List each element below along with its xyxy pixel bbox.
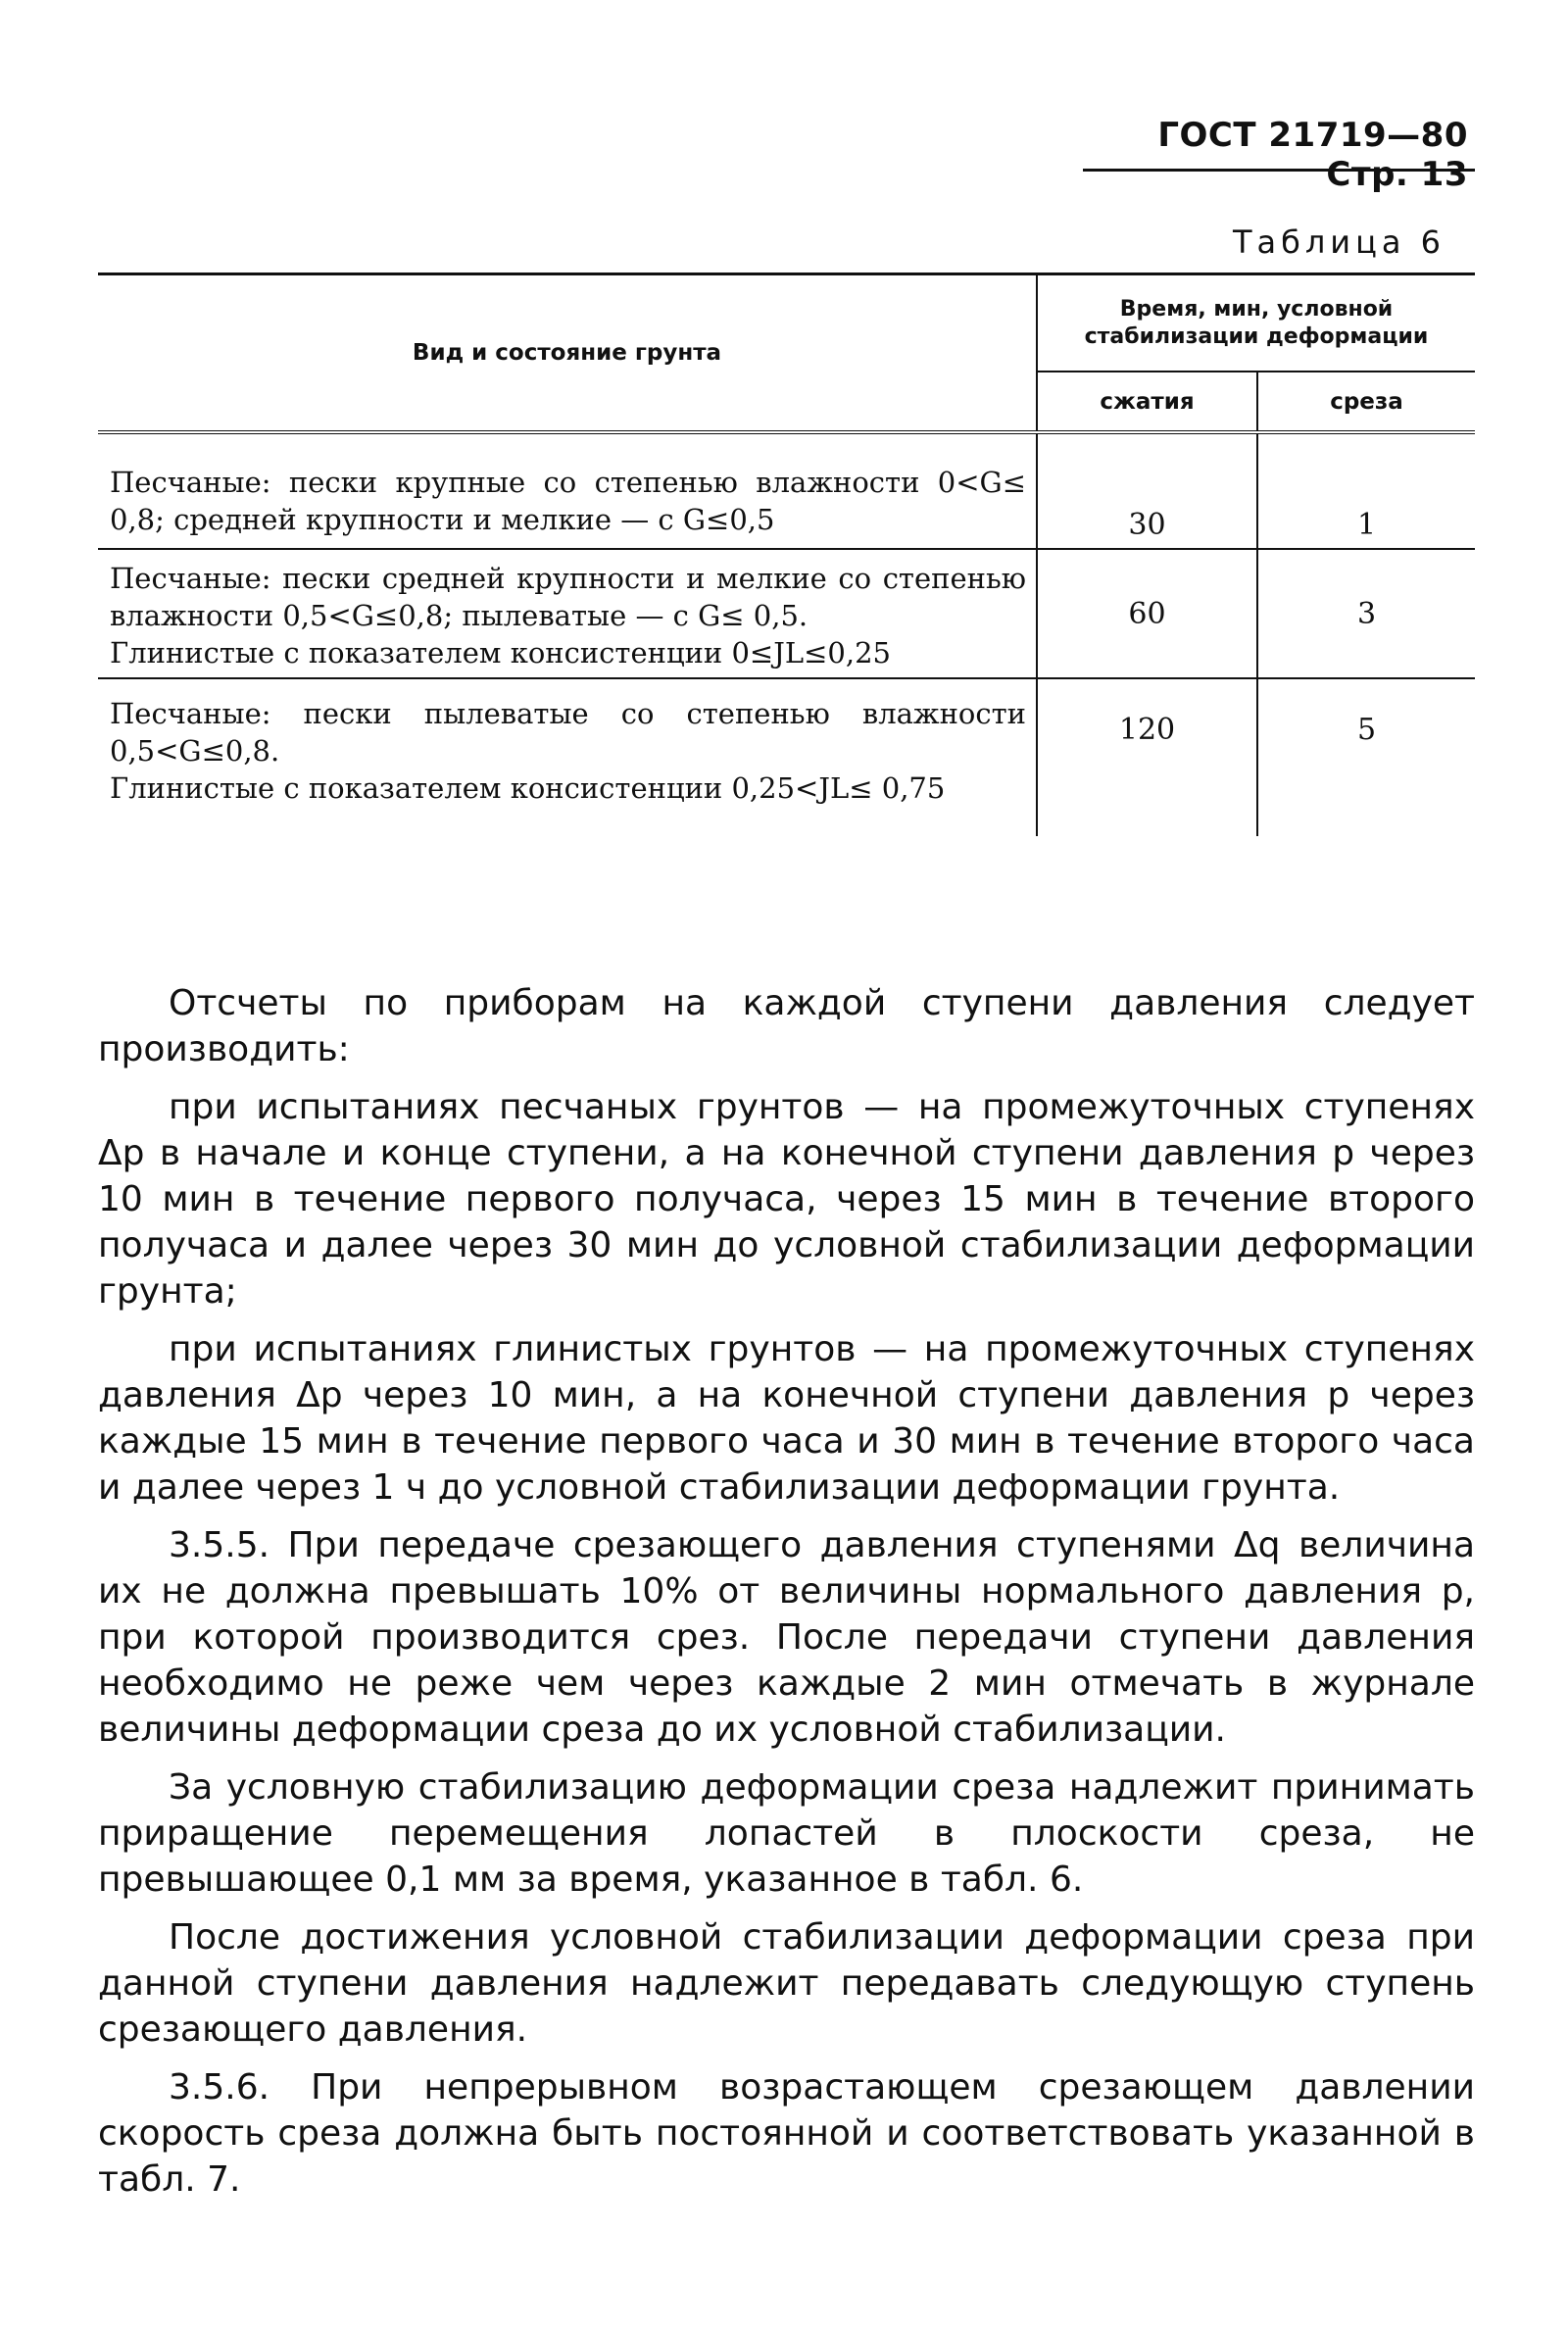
soil-stabilization-table [98, 273, 1475, 836]
table-row [98, 678, 1475, 836]
paragraph: Отсчеты по приборам на каждой ступени давления следует производить: [98, 983, 1475, 1069]
soil-description [98, 549, 1037, 678]
table-caption: Таблица 6 [1232, 223, 1446, 261]
paragraph: 3.5.6. При непрерывном возрастающем срезающем давлении скорость среза должна быть постоянной и соответствовать указанной в табл. 7. [98, 2067, 1475, 2200]
column-header-shear: среза [1257, 372, 1475, 432]
compression-value: 30 [1037, 432, 1257, 549]
shear-value: 5 [1257, 678, 1475, 836]
soil-description [98, 432, 1037, 549]
paragraph: За условную стабилизацию деформации среза надлежит принимать приращение перемещения лопастей в плоскости среза, не превышающее 0,1 мм за время, указанное в табл. 6. [98, 1767, 1475, 1900]
soil-text: Песчаные: пески крупные со степенью влажности 0<G≤ 0,8; средней крупности и мелкие — с G≤0,5 [110, 466, 1026, 536]
shear-value: 3 [1257, 549, 1475, 678]
soil-text: Глинистые с показателем консистенции 0≤JL≤0,25 [110, 636, 891, 670]
soil-text: Песчаные: пески средней крупности и мелкие со степенью влажности 0,5<G≤0,8; пылеватые — с G≤ 0,5. [110, 562, 1026, 632]
soil-text: Глинистые с показателем консистенции 0,25<JL≤ 0,75 [110, 771, 946, 805]
column-header-soil: Вид и состояние грунта [98, 274, 1037, 433]
header-divider [1083, 169, 1475, 172]
compression-value: 120 [1037, 678, 1257, 836]
paragraph: при испытаниях песчаных грунтов — на промежуточных ступенях Δp в начале и конце ступени, а на конечной ступени давления p через 10 мин в течение первого получаса, через 15 мин в течение второго получаса и далее через 30 мин до условной стабилизации деформации грунта; [98, 1087, 1475, 1312]
column-header-time: Время, мин, условной стабилизации деформации [1037, 274, 1475, 372]
soil-description [98, 678, 1037, 836]
table-row [98, 549, 1475, 678]
shear-value: 1 [1257, 432, 1475, 549]
paragraph: 3.5.5. При передаче срезающего давления ступенями Δq величина их не должна превышать 10% от величины нормального давления p, при которой производится срез. После передачи ступени давления необходимо не реже чем через каждые 2 мин отмечать в журнале величины деформации среза до их условной стабилизации. [98, 1525, 1475, 1750]
column-header-compression: сжатия [1037, 372, 1257, 432]
table-row [98, 432, 1475, 549]
paragraph: при испытаниях глинистых грунтов — на промежуточных ступенях давления Δp через 10 мин, а на конечной ступени давления p через каждые 15 мин в течение первого часа и 30 мин в течение второго часа и далее через 1 ч до условной стабилизации деформации грунта. [98, 1329, 1475, 1508]
compression-value: 60 [1037, 549, 1257, 678]
body-text [98, 980, 1475, 2214]
page-header: ГОСТ 21719—80 Стр. 13 [1157, 116, 1468, 194]
paragraph: После достижения условной стабилизации деформации среза при данной ступени давления надлежит передавать следующую ступень срезающего давления. [98, 1917, 1475, 2050]
soil-text: Песчаные: пески пылеватые со степенью влажности 0,5<G≤0,8. [110, 697, 1026, 768]
